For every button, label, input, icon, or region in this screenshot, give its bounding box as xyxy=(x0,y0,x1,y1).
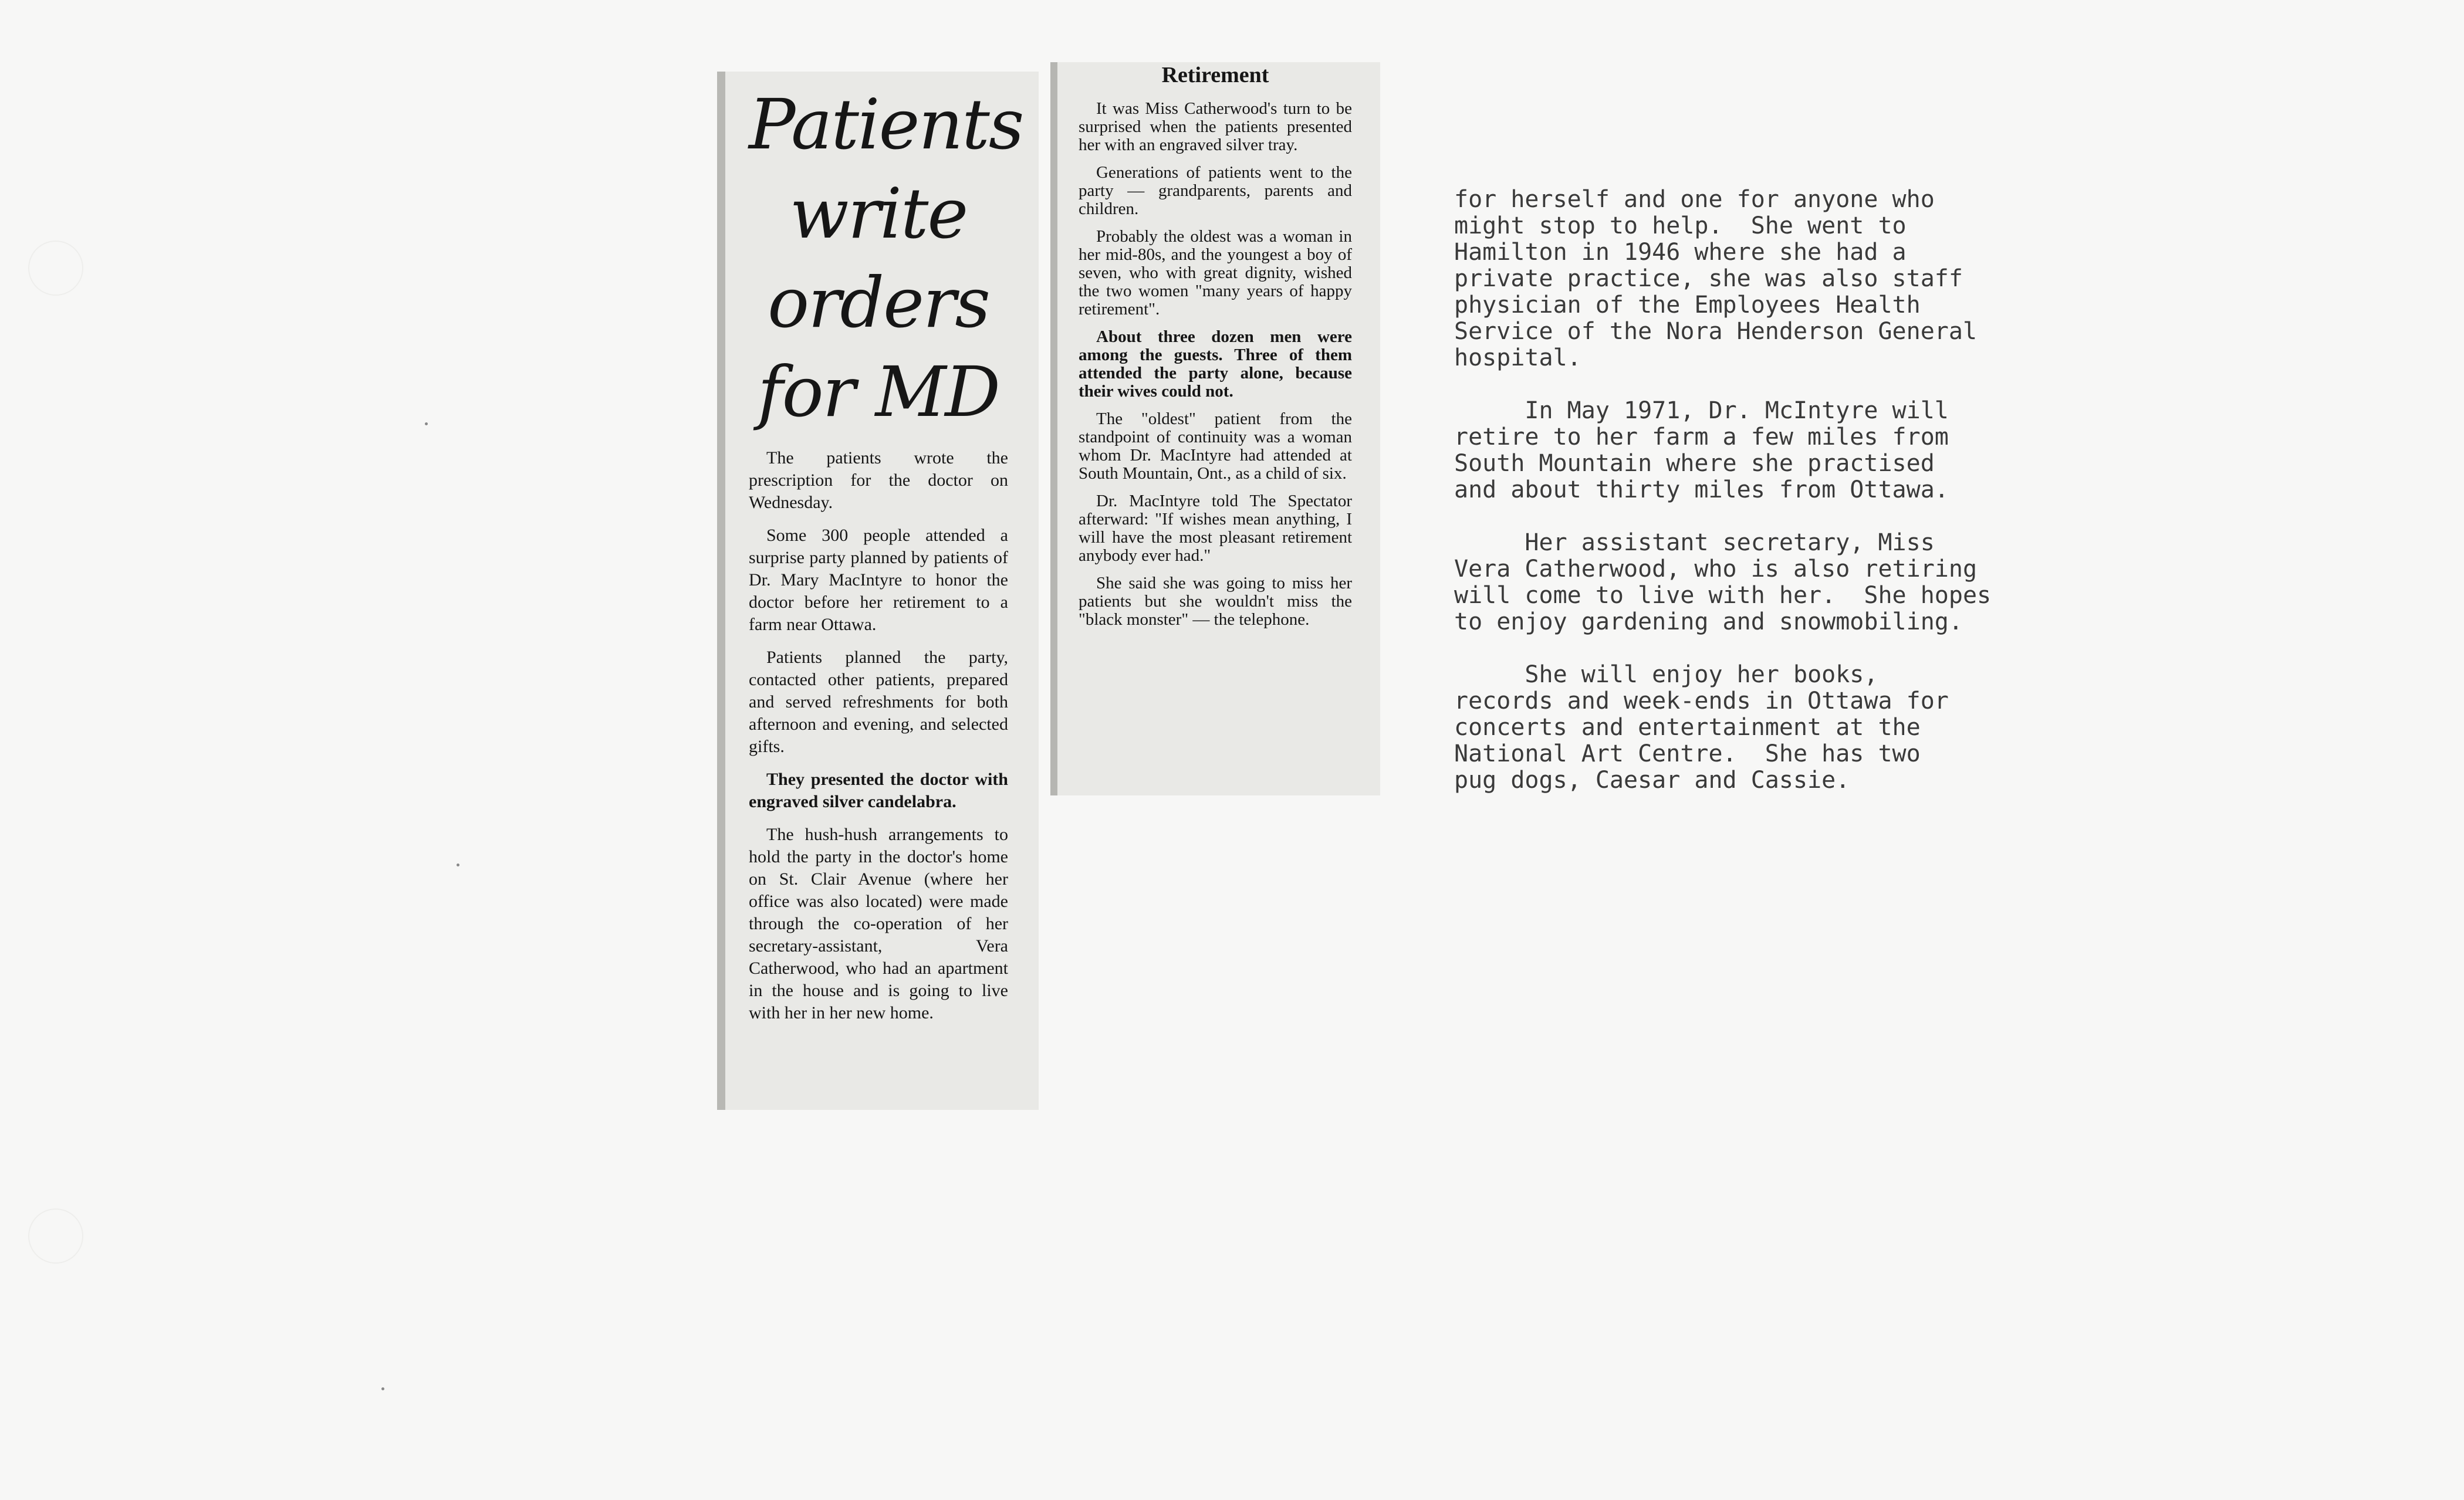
speck xyxy=(457,864,459,866)
clipping-subhead: Retirement xyxy=(1161,63,1269,87)
article-paragraph: They presented the doctor with engraved silver candelabra. xyxy=(749,770,1008,811)
article-paragraph: Patients planned the party, contacted other patients, prepared and served refreshments for both afternoon and evening, and selected gifts. xyxy=(749,648,1008,756)
speck xyxy=(381,1387,384,1390)
headline-line: write xyxy=(789,173,968,254)
article-paragraph: About three dozen men were among the guests. Three of them attended the party alone, because their wives could not. xyxy=(1079,327,1352,401)
speck xyxy=(425,422,428,425)
typed-paragraph: for herself and one for anyone who might stop to help. She went to Hamilton in 1946 where she had a private practice, she was also staff physician of the Employees Health Service of the Nora Henderson General hospital. xyxy=(1454,186,1978,371)
article-paragraph: Some 300 people attended a surprise party planned by patients of Dr. Mary MacIntyre to honor the doctor before her retirement to a farm near Ottawa. xyxy=(749,526,1008,634)
binder-hole-bottom xyxy=(28,1208,83,1264)
headline-line: Patients xyxy=(749,84,1023,165)
typed-paragraph: In May 1971, Dr. McIntyre will retire to her farm a few miles from South Mountain where she practised and about thirty miles from Ottawa. xyxy=(1454,397,1949,503)
typed-paragraph: Her assistant secretary, Miss Vera Catherwood, who is also retiring will come to live with her. She hopes to enjoy gardening and snowmobiling. xyxy=(1454,529,1992,635)
article-paragraph: It was Miss Catherwood's turn to be surprised when the patients presented her with an engraved silver tray. xyxy=(1079,99,1352,154)
typed-continuation xyxy=(1454,187,2088,820)
article-paragraph: Probably the oldest was a woman in her mid-80s, and the youngest a boy of seven, who with great dignity, wished the two women "many years of happy retirement". xyxy=(1079,227,1352,319)
headline-line: orders xyxy=(768,262,989,343)
article-paragraph: Generations of patients went to the party — grandparents, parents and children. xyxy=(1079,163,1352,218)
clipping-headline xyxy=(749,80,1023,436)
binder-hole-top xyxy=(28,241,83,296)
article-paragraph: She said she was going to miss her patients but she wouldn't miss the "black monster" — the telephone. xyxy=(1079,574,1352,629)
newspaper-clipping-continued xyxy=(1050,62,1380,795)
newspaper-clipping-main xyxy=(717,72,1039,1110)
typed-paragraph: She will enjoy her books, records and week-ends in Ottawa for concerts and entertainment at the National Art Centre. She has two pug dogs, Caesar and Cassie. xyxy=(1454,661,1949,794)
article-paragraph: Dr. MacIntyre told The Spectator afterward: "If wishes mean anything, I will have the most pleasant retirement anybody ever had." xyxy=(1079,492,1352,565)
article-paragraph: The "oldest" patient from the standpoint of continuity was a woman whom Dr. MacIntyre had attended at South Mountain, Ont., as a child of six. xyxy=(1079,409,1352,483)
headline-line: for MD xyxy=(757,351,1000,432)
article-paragraph: The hush-hush arrangements to hold the party in the doctor's home on St. Clair Avenue (where her office was also located) were made through the co-operation of her secretary-assistant, Vera Catherwood, who had an apartment in the house and is going to live with her in her new home. xyxy=(749,825,1008,1022)
article-paragraph: The patients wrote the prescription for the doctor on Wednesday. xyxy=(749,448,1008,512)
